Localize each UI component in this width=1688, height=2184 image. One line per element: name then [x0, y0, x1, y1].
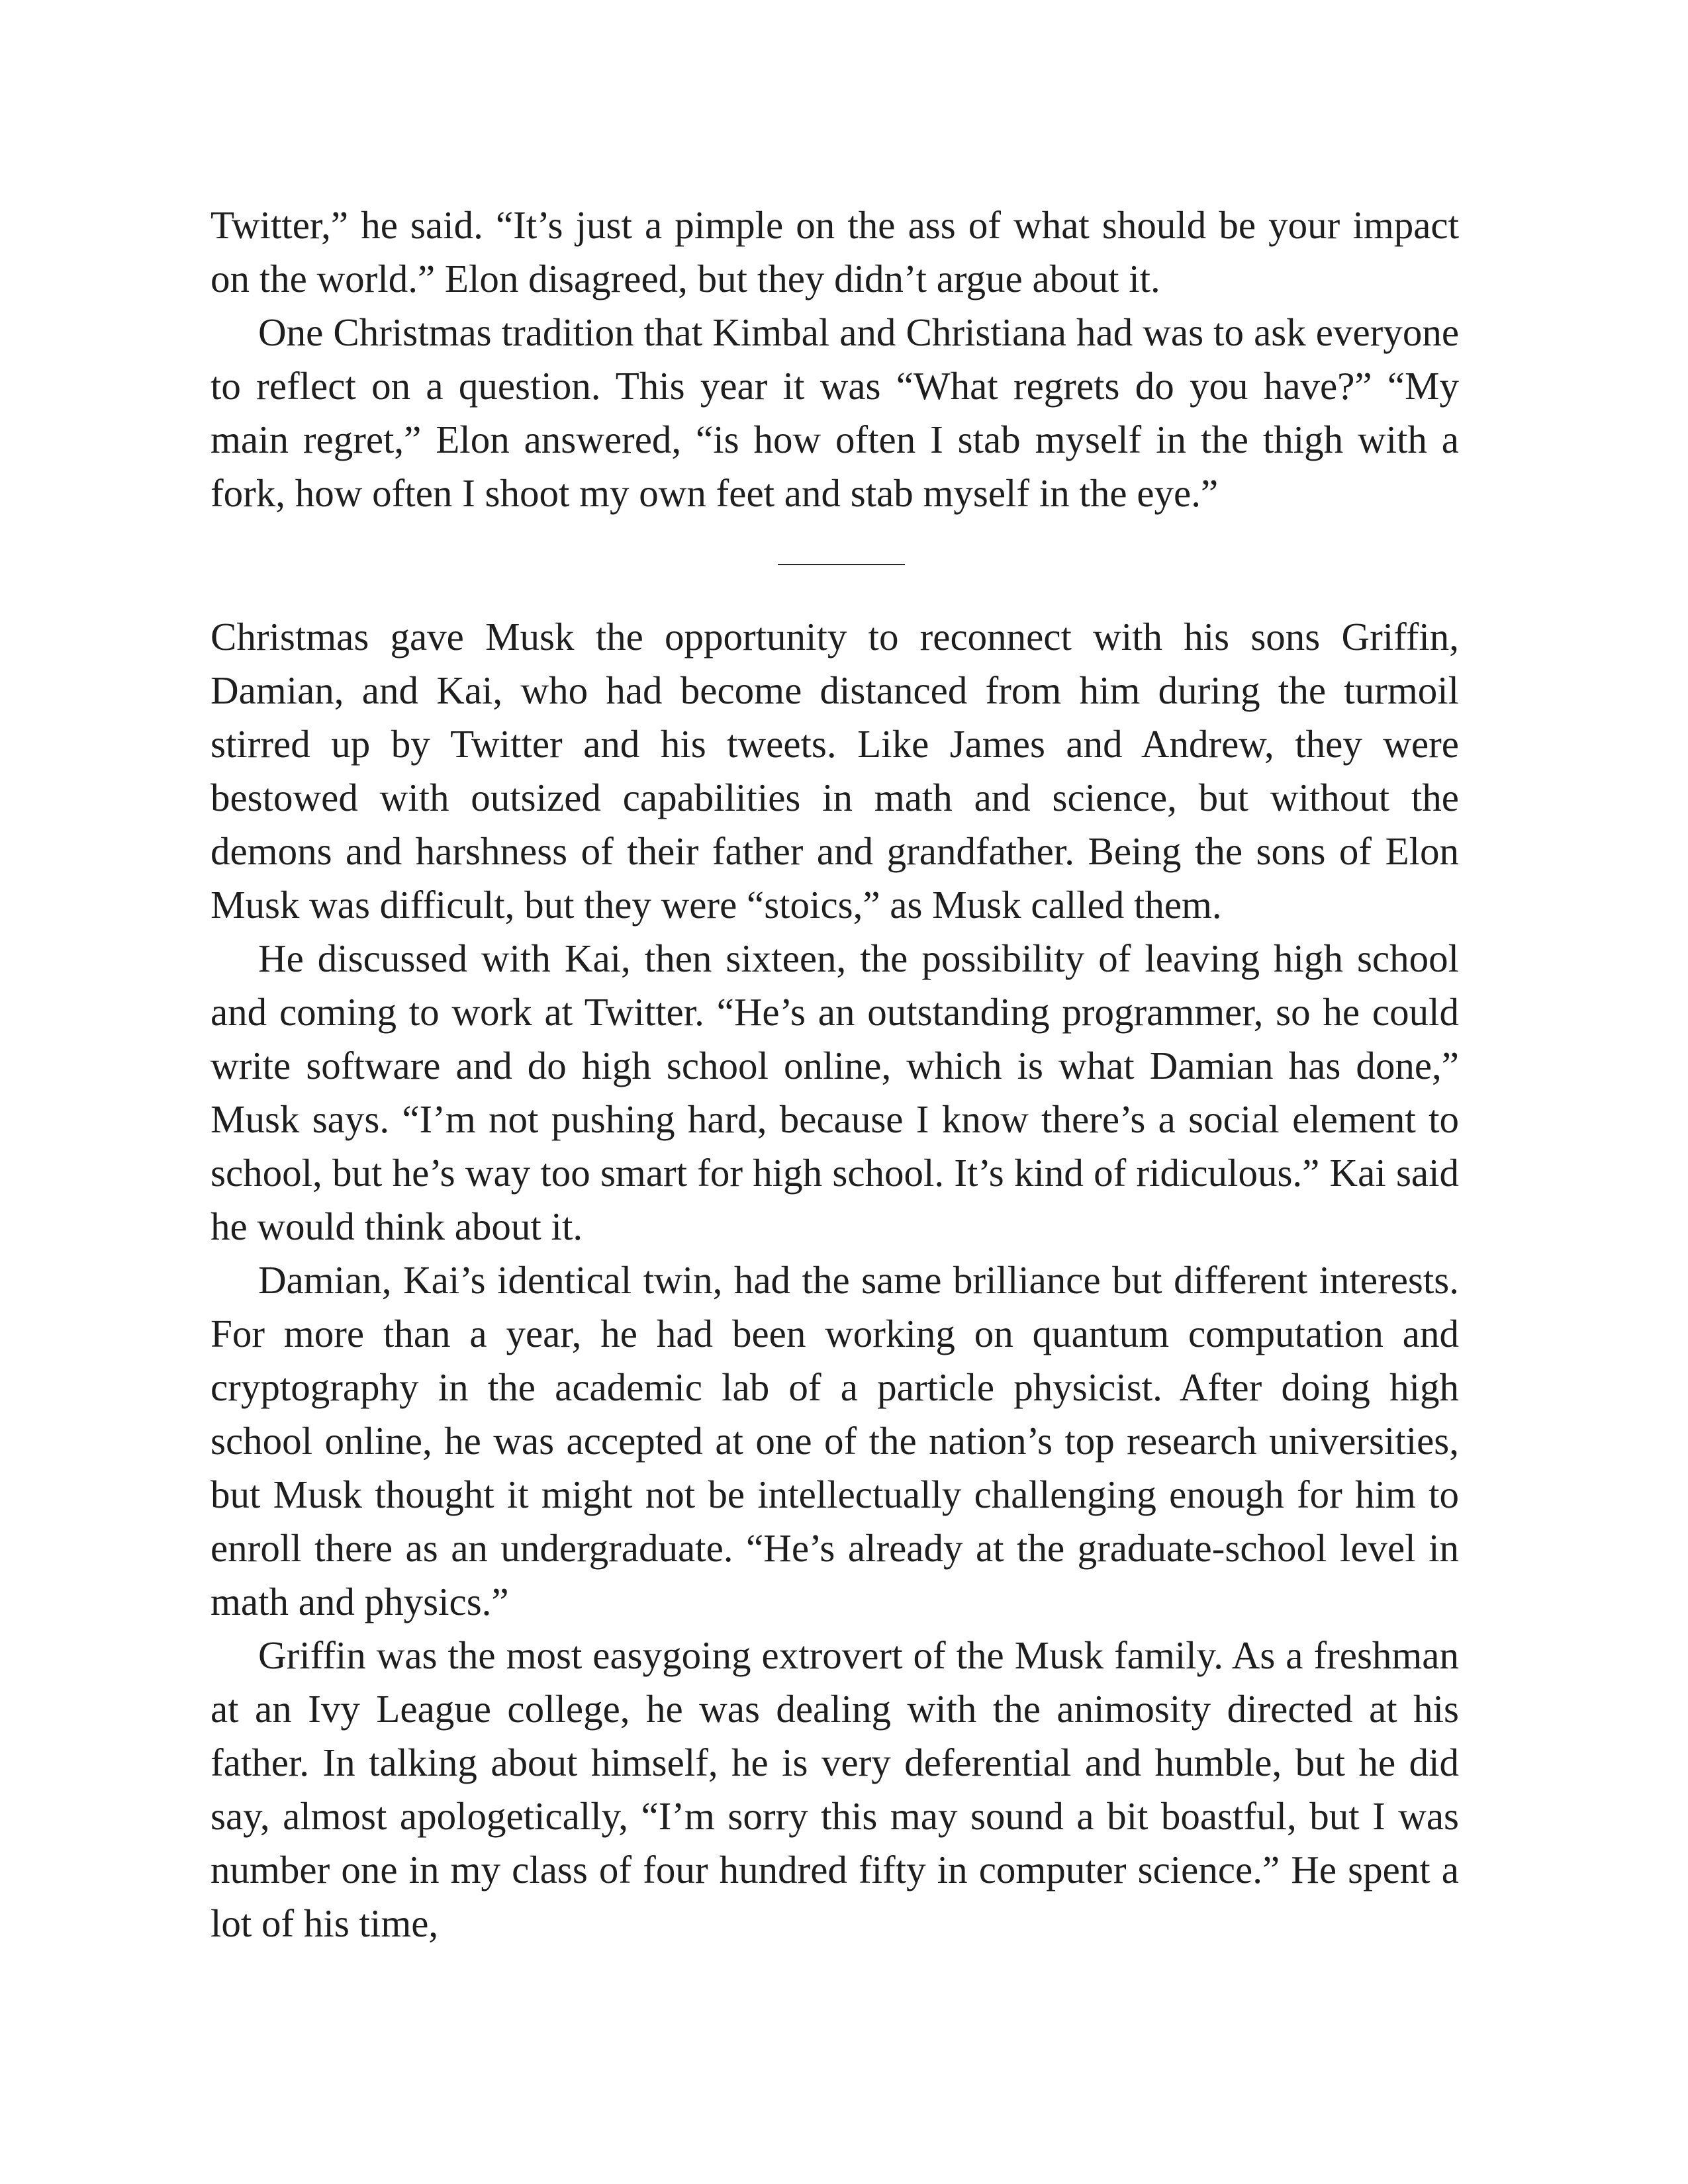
- paragraph: He discussed with Kai, then sixteen, the possibility of leaving high school and coming to work at Twitter. “He’s an outstanding programmer, so he could write software and do high school online, which is what Damian has done,” Musk says. “I’m not pushing hard, because I know there’s a social element to school, but he’s way too smart for high school. It’s kind of ridiculous.” Kai said he would think about it.: [211, 936, 1459, 1248]
- paragraph: One Christmas tradition that Kimbal and Christiana had was to ask everyone to reflect on a question. This year it was “What regrets do you have?” “My main regret,” Elon answered, “is how often I stab myself in the thigh with a fork, how often I shoot my own feet and stab myself in the eye.”: [211, 310, 1459, 515]
- paragraph: Griffin was the most easygoing extrovert of the Musk family. As a freshman at an Ivy League college, he was dealing with the animosity directed at his father. In talking about himself, he is very deferential and humble, but he did say, almost apologetically, “I’m sorry this may sound a bit boastful, but I was number one in my class of four hundred fifty in computer science.” He spent a lot of his time,: [211, 1633, 1459, 1945]
- paragraph: Christmas gave Musk the opportunity to reconnect with his sons Griffin, Damian, and Kai, who had become distanced from him during the turmoil stirred up by Twitter and his tweets. Like James and Andrew, they were bestowed with outsized capabilities in math and science, but without the demons and harshness of their father and grandfather. Being the sons of Elon Musk was difficult, but they were “stoics,” as Musk called them.: [211, 615, 1459, 927]
- paragraph: Twitter,” he said. “It’s just a pimple on the ass of what should be your impact on the world.” Elon disagreed, but they didn’t argue about it.: [211, 203, 1459, 300]
- section-two-text: [211, 610, 1459, 1950]
- paragraph: Damian, Kai’s identical twin, had the same brilliance but different interests. For more than a year, he had been working on quantum computation and cryptography in the academic lab of a particle physicist. After doing high school online, he was accepted at one of the nation’s top research universities, but Musk thought it might not be intellectually challenging enough for him to enroll there as an undergraduate. “He’s already at the graduate-school level in math and physics.”: [211, 1258, 1459, 1623]
- section-one-text: [211, 199, 1459, 520]
- section-break-rule: [778, 564, 905, 565]
